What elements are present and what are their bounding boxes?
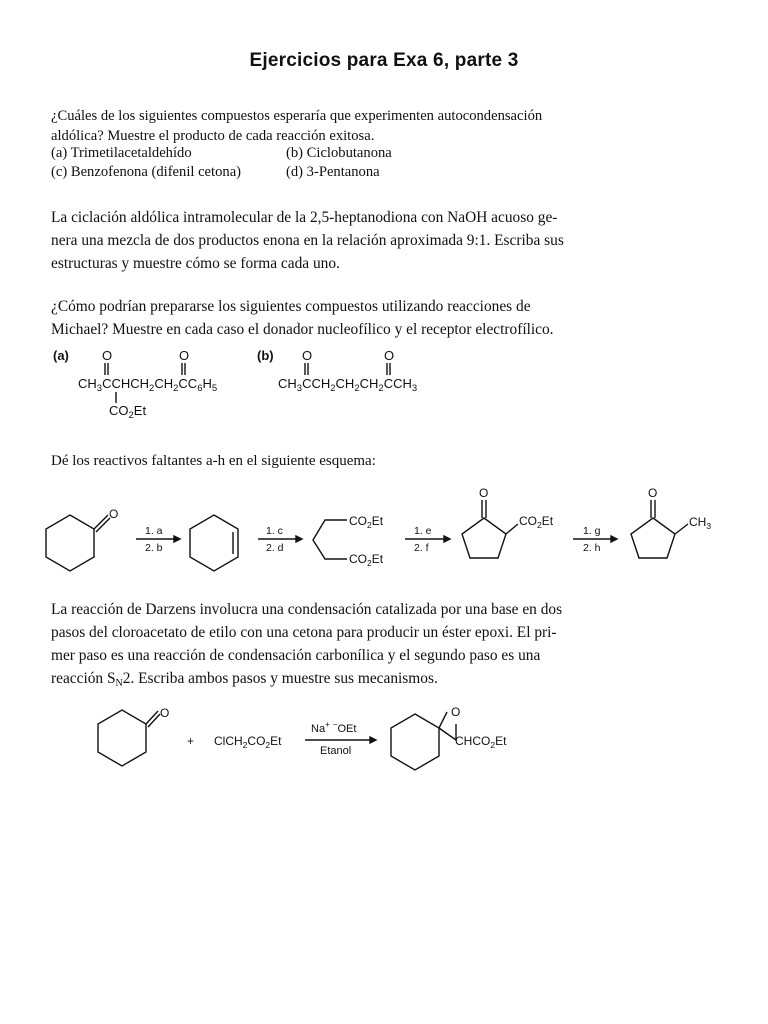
carbonyl-o: O <box>109 507 119 521</box>
question-2-line: estructuras y muestre cómo se forma cada uno. <box>51 255 340 272</box>
question-2-line: La ciclación aldólica intramolecular de la 2,5-heptanodiona con NaOH acuoso ge- <box>51 209 558 226</box>
ester-group: $CO_2Et$ <box>349 552 384 568</box>
arrow-label: 2. h <box>583 542 601 554</box>
epoxide-o: O <box>451 705 461 719</box>
structure-b-formula: $CH_3CCH_2CH_2CH_2CCH_3$ <box>278 376 418 394</box>
structure-a-formula: $CH_3CCHCH_2CH_2CC_6H_5$ <box>78 376 218 394</box>
structure-a-substituent: $CO_2Et$ <box>109 403 147 421</box>
arrow-label: 1. c <box>266 525 283 537</box>
structure-b-label: (b) <box>257 348 274 363</box>
arrow-label: 2. f <box>414 542 429 554</box>
carbonyl-o: O <box>179 348 190 363</box>
structure-a-label: (a) <box>53 348 69 363</box>
arrow-label: 2. b <box>145 542 163 554</box>
question-5-line: reacción SN2. Escriba ambos pasos y muestre sus mecanismos. <box>51 670 438 689</box>
base-reagent: Na+ −OEt <box>311 720 357 735</box>
question-4-line: Dé los reactivos faltantes a-h en el siguiente esquema: <box>51 453 376 469</box>
methyl-group: $CH_3$ <box>689 515 712 531</box>
question-3-line: ¿Cómo podrían prepararse los siguientes compuestos utilizando reacciones de <box>51 298 531 315</box>
carbonyl-o: O <box>648 486 658 500</box>
carbonyl-o: O <box>102 348 113 363</box>
carbonyl-o: O <box>160 706 170 720</box>
question-5-line: La reacción de Darzens involucra una condensación catalizada por una base en dos <box>51 601 563 618</box>
question-3-line: Michael? Muestre en cada caso el donador nucleofílico y el receptor electrofílico. <box>51 321 554 338</box>
arrow-label: 1. g <box>583 525 601 537</box>
carbonyl-o: O <box>384 348 395 363</box>
epoxy-ester-ring <box>391 714 439 770</box>
cyclohexene-ring <box>190 515 238 571</box>
question-5-line: pasos del cloroacetato de etilo con una cetona para producir un éster epoxi. El pri- <box>51 624 557 641</box>
arrow-label: 1. a <box>145 525 163 537</box>
ester-group: $CO_2Et$ <box>349 514 384 530</box>
reagent-formula: $ClCH_2CO_2Et$ <box>214 734 282 750</box>
methylcyclopentanone-ring <box>631 518 675 558</box>
darzens-cyclohexanone-ring <box>98 710 146 766</box>
question-1-line: ¿Cuáles de los siguientes compuestos esperaría que experimenten autocondensación <box>51 108 543 124</box>
solvent-label: Etanol <box>320 745 352 757</box>
page-title: Ejercicios para Exa 6, parte 3 <box>249 50 519 71</box>
question-1-line: aldólica? Muestre el producto de cada reacción exitosa. <box>51 127 375 144</box>
arrow-label: 1. e <box>414 525 432 537</box>
product-group: $CHCO_2Et$ <box>455 734 507 750</box>
question-5-line: mer paso es una reacción de condensación carbonílica y el segundo paso es una <box>51 647 541 664</box>
option-d: (d) 3-Pentanona <box>286 164 380 180</box>
option-c: (c) Benzofenona (difenil cetona) <box>51 164 242 180</box>
plus-sign: + <box>187 734 195 748</box>
arrow-label: 2. d <box>266 542 284 554</box>
cyclopentanone-ring <box>462 518 506 558</box>
question-2-line: nera una mezcla de dos productos enona en la relación aproximada 9:1. Escriba sus <box>51 232 564 249</box>
option-a: (a) Trimetilacetaldehído <box>51 145 192 161</box>
ester-group: $CO_2Et$ <box>519 514 554 530</box>
option-b: (b) Ciclobutanona <box>286 145 392 161</box>
cyclohexanone-ring <box>46 515 94 571</box>
carbonyl-o: O <box>302 348 313 363</box>
carbonyl-o: O <box>479 486 489 500</box>
